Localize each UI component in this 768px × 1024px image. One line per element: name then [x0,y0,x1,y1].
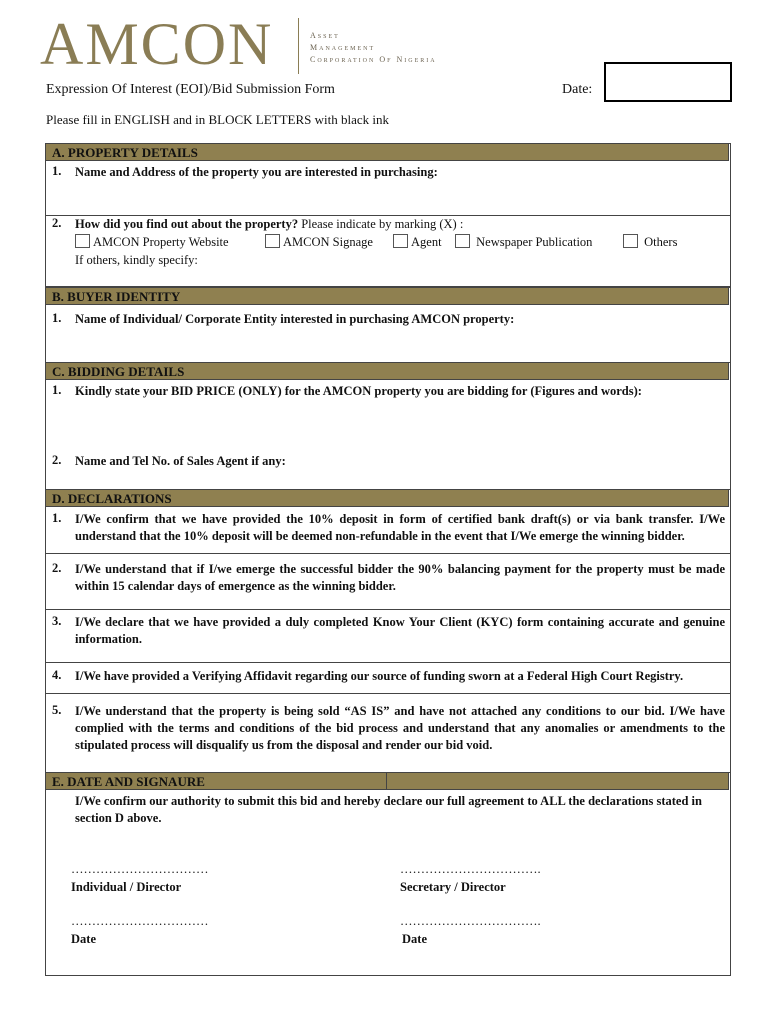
b-q1-number: 1. [52,311,62,325]
a-q1-question: Name and Address of the property you are interested in purchasing: [75,165,438,179]
d-item1-text: I/We confirm that we have provided the 10% deposit in form of certified bank draft(s) or via bank transfer. I/We understand that the 10% deposit will be deemed non-refundable in the event that I/We emerge the winning bidder. [75,512,725,543]
d-item1-number: 1. [52,511,62,525]
a-q2-number: 2. [52,216,62,230]
c-q2-question: Name and Tel No. of Sales Agent if any: [75,454,286,468]
a-q1-number: 1. [52,164,62,178]
logo-sub-line1: Asset [310,31,340,40]
option-amcon-website[interactable] [75,234,229,250]
checkbox-icon[interactable] [75,234,90,248]
c-q1-number: 1. [52,383,62,397]
date-line-right[interactable]: ……………………………. [400,914,541,928]
section-e-header-divider [386,772,387,790]
d-item4-number: 4. [52,668,62,682]
option-newspaper[interactable] [455,234,592,250]
logo-sub-line3: Corporation Of Nigeria [310,55,437,64]
amcon-logo-subtitle [310,30,437,66]
section-a-header: A. PROPERTY DETAILS [45,143,729,161]
date-label: Date: [562,82,593,97]
option-others[interactable] [623,234,677,250]
logo-sub-line2: Management [310,43,376,52]
section-b-header: B. BUYER IDENTITY [45,287,729,305]
option-label: AMCON Property Website [93,235,229,249]
option-label: Newspaper Publication [476,235,593,249]
d-divider-4 [45,693,731,694]
checkbox-icon[interactable] [265,234,280,248]
fill-instructions: Please fill in ENGLISH and in BLOCK LETTERS with black ink [46,112,390,127]
option-label: Others [644,235,678,249]
d-item3-text: I/We declare that we have provided a duly completed Know Your Client (KYC) form containing accurate and genuine information. [75,615,725,646]
date-label-right: Date [402,932,427,946]
d-item3-number: 3. [52,614,62,628]
d-divider-1 [45,553,731,554]
d-item4-text: I/We have provided a Verifying Affidavit regarding our source of funding sworn at a Federal High Court Registry. [75,669,684,683]
e-statement: I/We confirm our authority to submit this bid and hereby declare our full agreement to ALL the declarations stated in section D above. [75,794,702,825]
amcon-logo-wordmark: AMCON [40,11,274,77]
c-q1-question: Kindly state your BID PRICE (ONLY) for the AMCON property you are bidding for (Figures and words): [75,384,642,398]
option-label: Agent [411,235,442,249]
logo-divider [298,18,299,74]
individual-director-label: Individual / Director [71,880,182,894]
d-item2-number: 2. [52,561,62,575]
d-item5-number: 5. [52,703,62,717]
d-divider-3 [45,662,731,663]
secretary-director-label: Secretary / Director [400,880,506,894]
form-title: Expression Of Interest (EOI)/Bid Submission Form [46,82,335,97]
a-q2-rest: Please indicate by marking (X) : [298,217,464,231]
option-agent[interactable] [393,234,442,250]
a-q2-bold: How did you find out about the property? [75,217,299,231]
section-e-header: E. DATE AND SIGNAURE [45,772,729,790]
date-field[interactable] [604,62,732,102]
date-line-left[interactable]: …………………………… [71,914,209,928]
checkbox-icon[interactable] [455,234,470,248]
d-divider-2 [45,609,731,610]
section-c-box [45,362,731,490]
section-d-header: D. DECLARATIONS [45,489,729,507]
section-c-header: C. BIDDING DETAILS [45,362,729,380]
d-item2-text: I/We understand that if I/we emerge the successful bidder the 90% balancing payment for the property must be made within 15 calendar days of emergence as the winning bidder. [75,562,725,593]
c-q2-number: 2. [52,453,62,467]
signature-line-left[interactable]: …………………………… [71,862,209,876]
b-q1-question: Name of Individual/ Corporate Entity interested in purchasing AMCON property: [75,312,515,326]
a-q2-question [75,216,725,233]
option-amcon-signage[interactable] [265,234,373,250]
checkbox-icon[interactable] [393,234,408,248]
d-item5-text: I/We understand that the property is being sold “AS IS” and have not attached any conditions to our bid. I/We have complied with the terms and conditions of the bid process and understand that any anomalies or amendments to the stipulated process will disqualify us from the disposal and render our bid void. [75,704,725,752]
date-label-left: Date [71,932,96,946]
signature-line-right[interactable]: ……………………………. [400,862,541,876]
others-specify-label: If others, kindly specify: [75,253,198,267]
option-label: AMCON Signage [283,235,373,249]
checkbox-icon[interactable] [623,234,638,248]
